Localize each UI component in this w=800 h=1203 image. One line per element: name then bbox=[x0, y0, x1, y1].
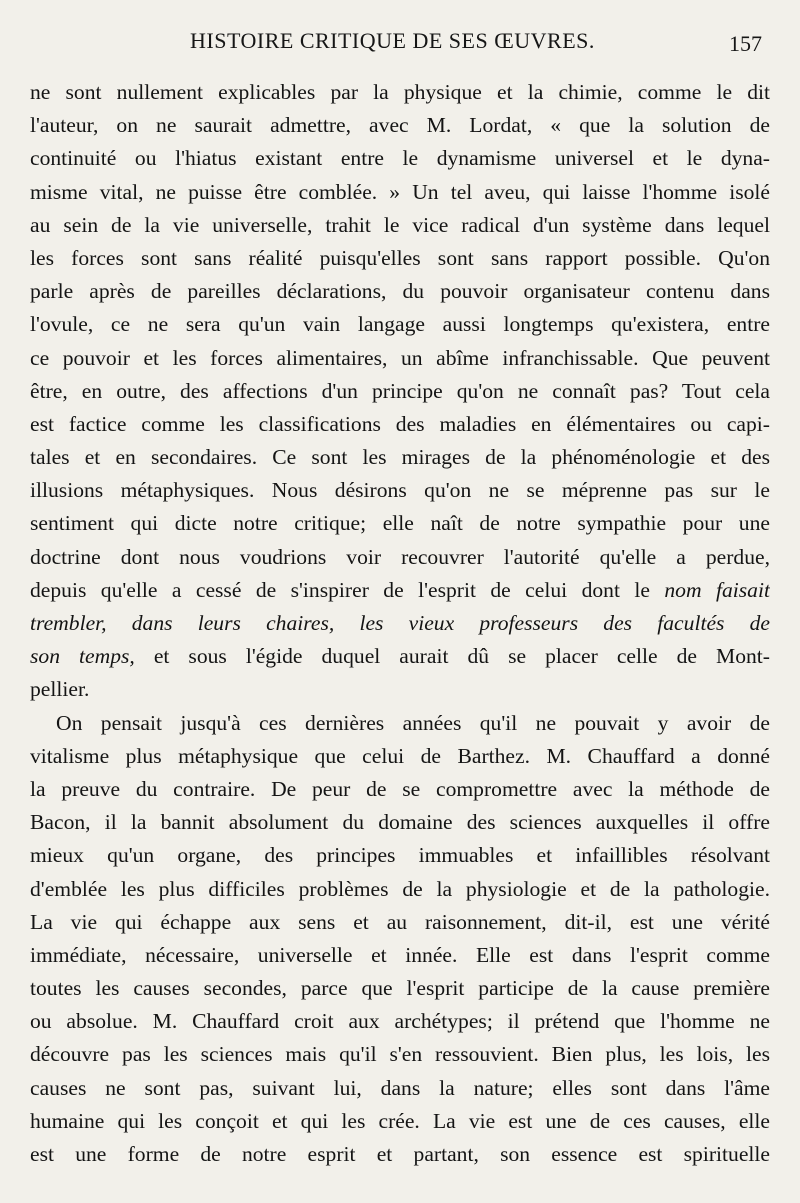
text-line: pellier. bbox=[30, 677, 90, 702]
text-line: vitalisme plus métaphysique que celui de Barthez. M. Chauffard a donné bbox=[30, 743, 770, 768]
text-line: ce pouvoir et les forces alimentaires, un abîme infranchissable. Que peuvent bbox=[30, 345, 770, 370]
text-line: parle après de pareilles déclarations, du pouvoir organisateur contenu dans bbox=[30, 279, 770, 304]
text-line: sentiment qui dicte notre critique; elle naît de notre sympathie pour une bbox=[30, 511, 770, 536]
text-run: et sous l'égide duquel aurait dû se placer celle de Mont- bbox=[134, 644, 770, 669]
page-number: 157 bbox=[729, 31, 762, 56]
text-line: tales et en secondaires. Ce sont les mirages de la phénoménologie et des bbox=[30, 445, 770, 470]
text-line: illusions métaphysiques. Nous désirons qu'on ne se méprenne pas sur le bbox=[30, 478, 770, 503]
text-line: l'ovule, ce ne sera qu'un vain langage aussi longtemps qu'existera, entre bbox=[30, 312, 770, 337]
running-title: HISTOIRE CRITIQUE DE SES ŒUVRES. bbox=[190, 28, 595, 53]
text-line: d'emblée les plus difficiles problèmes de la physiologie et de la pathologie. bbox=[30, 876, 770, 901]
text-line bbox=[30, 640, 770, 673]
text-line: découvre pas les sciences mais qu'il s'en ressouvient. Bien plus, les lois, les bbox=[30, 1042, 770, 1067]
text-line: misme vital, ne puisse être comblée. » Un tel aveu, qui laisse l'homme isolé bbox=[30, 179, 770, 204]
italic-text-run: son temps, bbox=[30, 644, 135, 669]
text-line: ne sont nullement explicables par la physique et la chimie, comme le dit bbox=[30, 80, 770, 104]
text-line: continuité ou l'hiatus existant entre le dynamisme universel et le dyna- bbox=[30, 146, 770, 171]
paragraph bbox=[30, 76, 770, 707]
text-line: humaine qui les conçoit et qui les crée. La vie est une de ces causes, elle bbox=[30, 1108, 770, 1133]
text-line: être, en outre, des affections d'un principe qu'on ne connaît pas? Tout cela bbox=[30, 378, 770, 403]
body-text bbox=[30, 76, 770, 1171]
text-line: est une forme de notre esprit et partant, son essence est spirituelle bbox=[30, 1142, 770, 1166]
text-run: depuis qu'elle a cessé de s'inspirer de l'esprit de celui dont le bbox=[30, 577, 665, 602]
text-line: mieux qu'un organe, des principes immuables et infaillibles résolvant bbox=[30, 843, 770, 868]
text-line: l'auteur, on ne saurait admettre, avec M. Lordat, « que la solution de bbox=[30, 113, 770, 138]
text-line: la preuve du contraire. De peur de se compromettre avec la méthode de bbox=[30, 776, 770, 801]
italic-text-line: trembler, dans leurs chaires, les vieux professeurs des facultés de bbox=[30, 611, 770, 635]
text-line: immédiate, nécessaire, universelle et innée. Elle est dans l'esprit comme bbox=[30, 942, 770, 967]
text-line: toutes les causes secondes, parce que l'esprit participe de la cause première bbox=[30, 976, 770, 1001]
paragraph bbox=[30, 707, 770, 1172]
text-line: Bacon, il la bannit absolument du domaine des sciences auxquelles il offre bbox=[30, 810, 770, 835]
text-line: au sein de la vie universelle, trahit le vice radical d'un système dans lequel bbox=[30, 212, 770, 237]
text-line: ou absolue. M. Chauffard croit aux archétypes; il prétend que l'homme ne bbox=[30, 1009, 770, 1034]
text-line: les forces sont sans réalité puisqu'elles sont sans rapport possible. Qu'on bbox=[30, 245, 770, 270]
text-line bbox=[30, 574, 770, 607]
text-line: causes ne sont pas, suivant lui, dans la nature; elles sont dans l'âme bbox=[30, 1075, 770, 1100]
page-header bbox=[0, 28, 800, 58]
text-line: On pensait jusqu'à ces dernières années qu'il ne pouvait y avoir de bbox=[56, 710, 770, 735]
text-line: doctrine dont nous voudrions voir recouvrer l'autorité qu'elle a perdue, bbox=[30, 544, 770, 569]
text-line: est factice comme les classifications des maladies en élémentaires ou capi- bbox=[30, 411, 770, 436]
italic-text-run: nom faisait bbox=[664, 577, 770, 602]
text-line: La vie qui échappe aux sens et au raisonnement, dit-il, est une vérité bbox=[30, 909, 770, 934]
